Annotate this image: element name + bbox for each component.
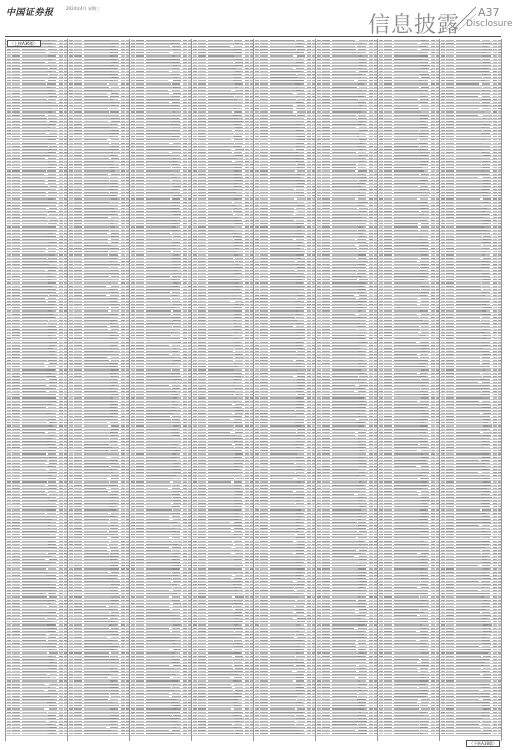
table-row — [316, 732, 377, 735]
table-row — [378, 732, 439, 735]
issue-info: 2024年4月 星期三 — [66, 6, 100, 12]
table-column — [315, 39, 378, 741]
section-title: 信息披露 — [368, 8, 460, 39]
table-column — [377, 39, 440, 741]
disclosure-table-area — [5, 39, 501, 741]
page-number: A37 — [478, 6, 500, 19]
table-column — [439, 39, 502, 741]
page-english-title: Disclosure — [466, 19, 513, 29]
table-row — [440, 732, 501, 735]
top-rule — [5, 36, 501, 37]
table-column — [253, 39, 316, 741]
continued-label: （上接A36版） — [7, 40, 41, 47]
continued-next-label: （下转A38版） — [466, 740, 500, 747]
newspaper-name: 中国证券报 — [6, 5, 54, 18]
masthead — [0, 0, 506, 44]
